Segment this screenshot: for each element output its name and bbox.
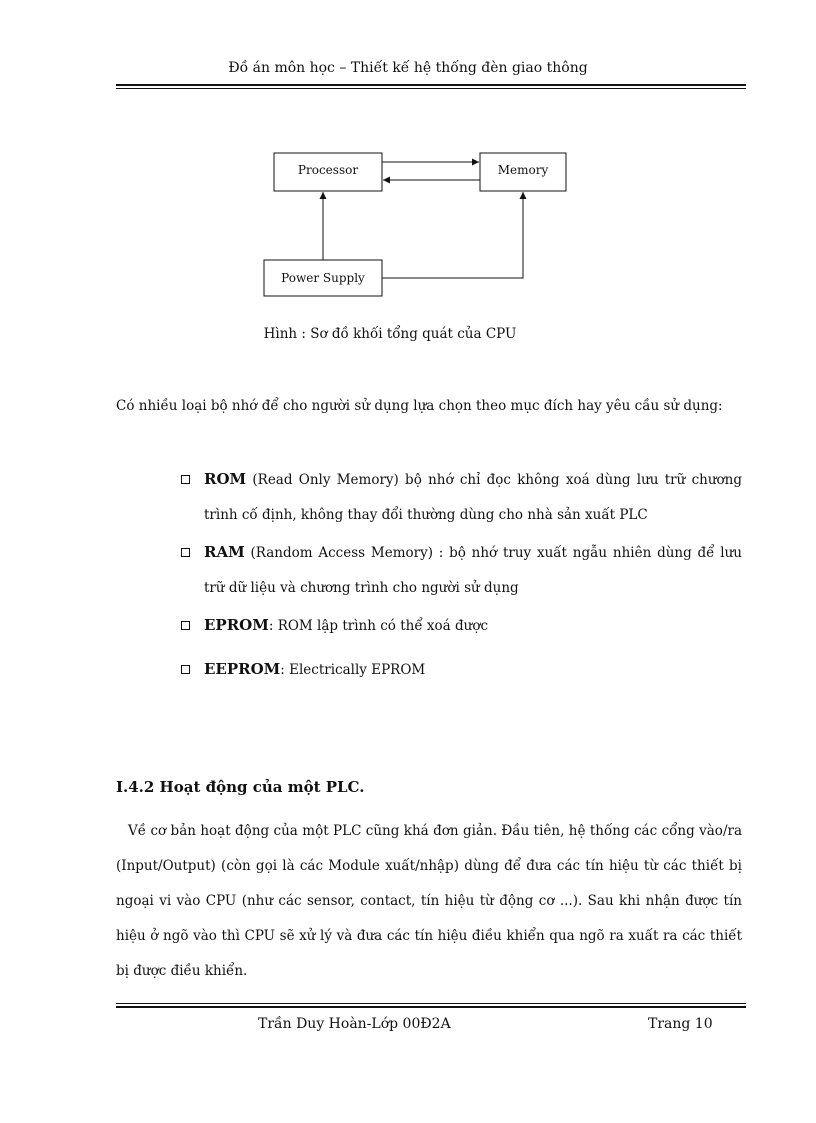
square-bullet-icon <box>181 548 190 557</box>
processor-label: Processor <box>297 163 359 177</box>
list-term: EEPROM <box>204 660 281 678</box>
footer-author: Trần Duy Hoàn-Lớp 00Đ2A <box>258 1016 451 1032</box>
footer-rule-thick <box>116 1006 746 1008</box>
list-term: RAM <box>204 543 245 561</box>
section-body: Về cơ bản hoạt động của một PLC cũng khá đơn giản. Đầu tiên, hệ thống các cổng vào/ra (Input/Output) (còn gọi là các Module xuất/nhập) dùng để đưa các tín hiệu từ các thiết bị ngoại vi vào CPU (như các sensor, contact, tín hiệu từ động cơ ...). Sau khi nhận được tín hiệu ở ngõ vào thì CPU sẽ xử lý và đưa các tín hiệu điều khiển qua ngõ ra xuất ra các thiết bị được điều khiển. <box>116 823 742 979</box>
list-term: ROM <box>204 470 247 488</box>
list-item-rom <box>178 462 742 533</box>
list-item-eprom <box>178 608 742 644</box>
memory-label: Memory <box>497 163 549 177</box>
section-heading: I.4.2 Hoạt động của một PLC. <box>116 778 365 796</box>
diagram-caption: Hình : Sơ đồ khối tổng quát của CPU <box>263 326 517 342</box>
list-item-eeprom <box>178 652 742 688</box>
header-rule-thick <box>116 84 746 86</box>
list-term: EPROM <box>204 616 269 634</box>
page-header-title: Đồ án môn học – Thiết kế hệ thống đèn giao thông <box>228 60 588 76</box>
list-text: : Electrically EPROM <box>280 662 426 678</box>
list-text: (Read Only Memory) bộ nhớ chỉ đọc không xoá dùng lưu trữ chương trình cố định, không thay đổi thường dùng cho nhà sản xuất PLC <box>204 472 742 523</box>
square-bullet-icon <box>181 475 190 484</box>
cpu-block-diagram <box>255 140 585 310</box>
power-to-memory-arrow <box>382 192 523 278</box>
list-text: (Random Access Memory) : bộ nhớ truy xuất ngẫu nhiên dùng để lưu trữ dữ liệu và chương trình cho người sử dụng <box>204 545 742 596</box>
footer-rule-thin <box>116 1003 746 1004</box>
power-supply-label: Power Supply <box>281 271 365 285</box>
header-rule-thin <box>116 88 746 89</box>
square-bullet-icon <box>181 665 190 674</box>
memory-type-list <box>178 462 742 688</box>
cpu-block-diagram-svg <box>255 140 585 310</box>
list-item-ram <box>178 535 742 606</box>
list-text: : ROM lập trình có thể xoá được <box>268 618 489 634</box>
square-bullet-icon <box>181 621 190 630</box>
intro-paragraph: Có nhiều loại bộ nhớ để cho người sử dụng lựa chọn theo mục đích hay yêu cầu sử dụng: <box>116 398 723 414</box>
footer-page-number: Trang 10 <box>648 1016 713 1032</box>
